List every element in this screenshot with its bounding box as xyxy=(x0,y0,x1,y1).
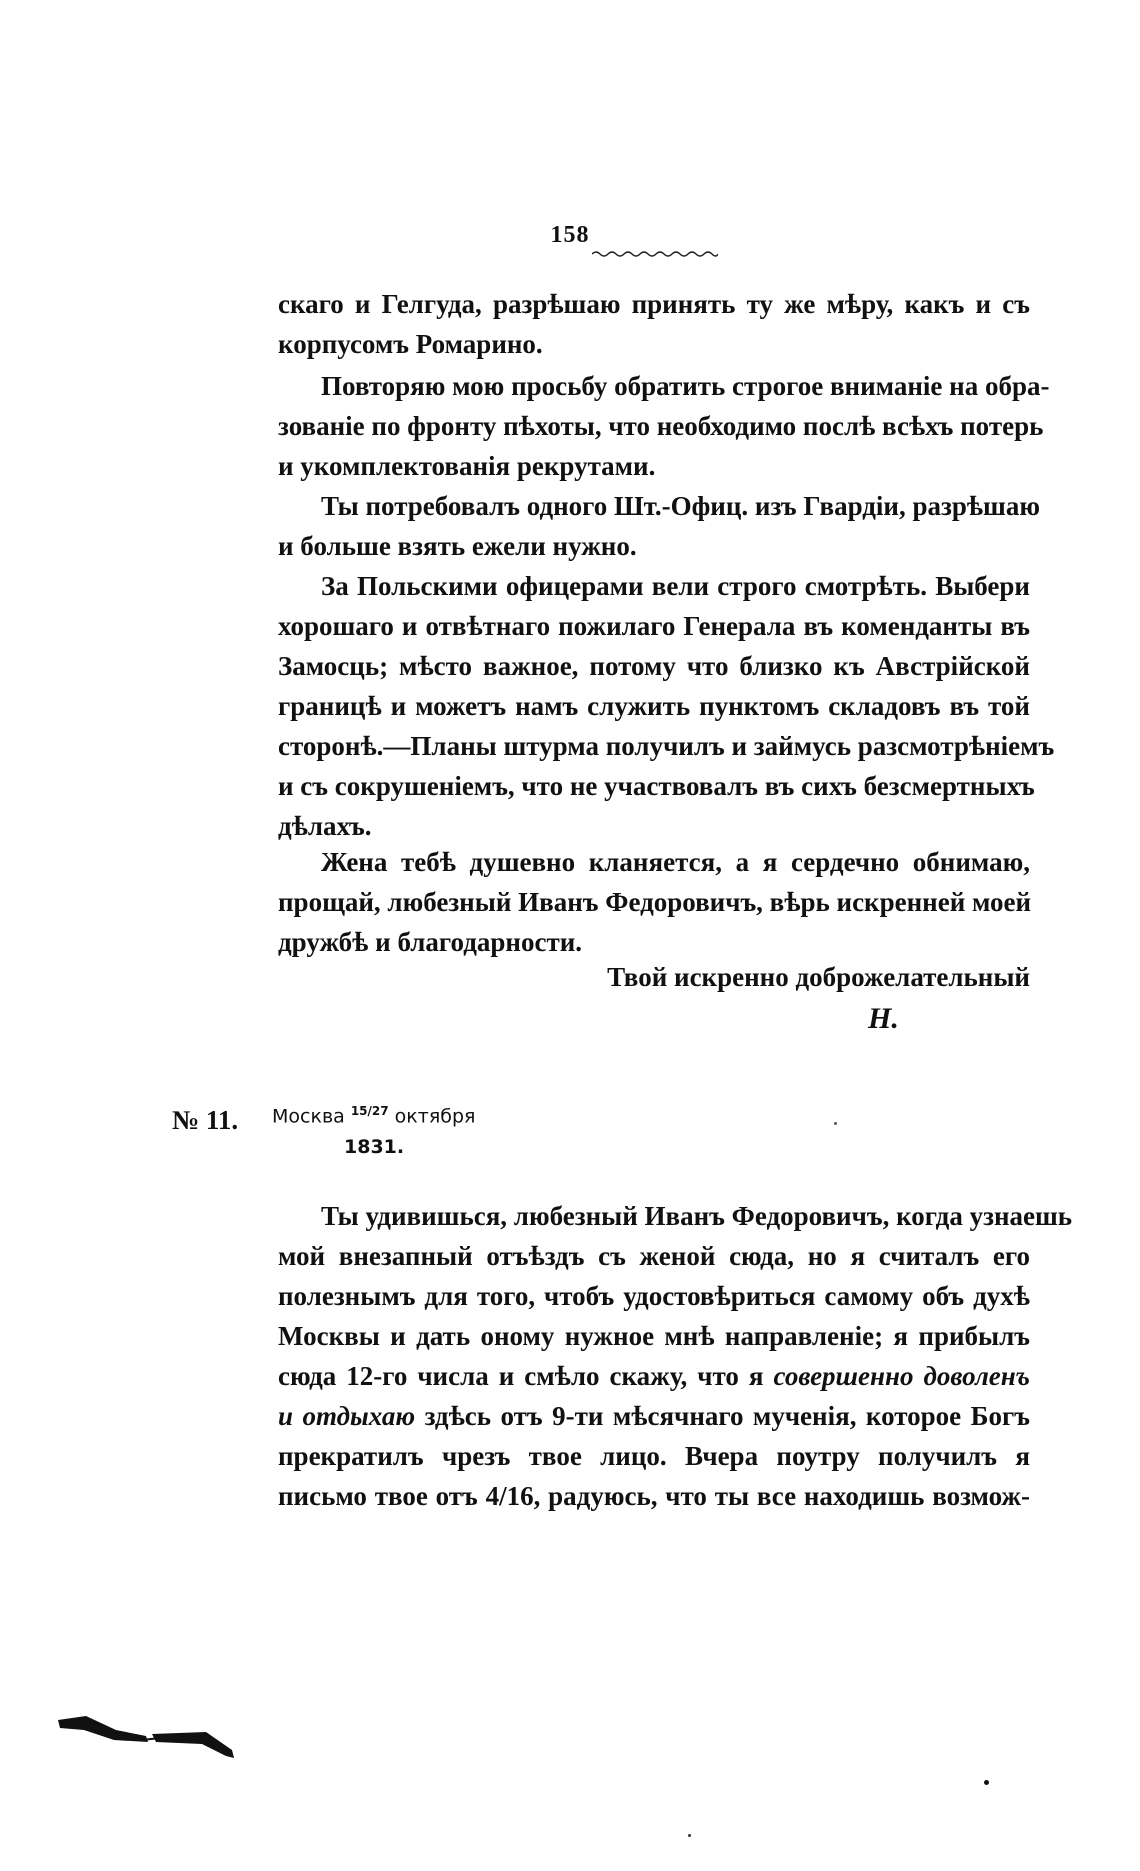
text-line: полезнымъ для того, чтобъ удостовѣриться самому объ духѣ xyxy=(278,1281,1030,1311)
italic-emphasis: и отдыхаю xyxy=(278,1401,416,1431)
italic-emphasis: совершенно доволенъ xyxy=(773,1361,1031,1391)
page-number: 158 xyxy=(550,222,590,248)
closing-line: Твой искренно доброжелательный xyxy=(607,962,1030,992)
paragraph-3 xyxy=(278,486,1040,566)
text-line: прекратилъ чрезъ твое лицо. Вчера поутру получилъ я xyxy=(278,1441,1030,1471)
text-line: дружбѣ и благодарности. xyxy=(278,927,583,957)
paragraph-1 xyxy=(278,284,1030,364)
text-line: границѣ и можетъ намъ служить пунктомъ складовъ въ той xyxy=(278,691,1030,721)
text-line: Повторяю мою просьбу обратить строгое вниманіе на обра- xyxy=(321,371,1050,401)
text-line: сюда 12-го числа и смѣло скажу, что я совершенно доволенъ xyxy=(278,1361,1031,1391)
letter-month: октября xyxy=(394,1105,476,1128)
text-line: скаго и Гелгуда, разрѣшаю принять ту же мѣру, какъ и съ xyxy=(278,289,1030,319)
text-line: корпусомъ Ромарино. xyxy=(278,329,543,359)
text-line: и больше взять ежели нужно. xyxy=(278,531,637,561)
paragraph-4 xyxy=(278,566,1055,846)
text-line: Замосць; мѣсто важное, потому что близко къ Австрійской xyxy=(278,651,1030,681)
text-line: и укомплектованія рекрутами. xyxy=(278,451,656,481)
scan-smudge-mark xyxy=(56,1700,236,1760)
text-line: дѣлахъ. xyxy=(278,811,372,841)
paragraph-2 xyxy=(278,366,1050,486)
text-line: Ты удивишься, любезный Иванъ Федоровичъ, когда узнаешь xyxy=(321,1201,1073,1231)
text-line: хорошаго и отвѣтнаго пожилаго Генерала въ коменданты въ xyxy=(278,611,1030,641)
text-line: Ты потребовалъ одного Шт.-Офиц. изъ Гвардіи, разрѣшаю xyxy=(321,491,1040,521)
letter-year: 1831. xyxy=(344,1136,405,1158)
text-line: сторонѣ.—Планы штурма получилъ и займусь разсмотрѣніемъ xyxy=(278,731,1055,761)
letter-number: № 11. xyxy=(172,1105,239,1135)
text-line: Жена тебѣ душевно кланяется, а я сердечно обнимаю, xyxy=(321,847,1030,877)
text-line: письмо твое отъ 4/16, радуюсь, что ты все находишь возмож- xyxy=(278,1481,1030,1511)
letter-place-date xyxy=(272,1104,475,1127)
letter-date-fraction: 15/27 xyxy=(350,1104,389,1118)
letter-place: Москва xyxy=(272,1105,345,1128)
text-line: зованіе по фронту пѣхоты, что необходимо послѣ всѣхъ потерь xyxy=(278,411,1044,441)
scan-dot xyxy=(984,1780,989,1785)
letter-11-body xyxy=(278,1196,1073,1516)
scan-dot xyxy=(688,1834,691,1837)
page-number-wavy-rule xyxy=(592,250,718,258)
paragraph-5 xyxy=(278,842,1030,962)
text-line: и отдыхаю здѣсь отъ 9-ти мѣсячнаго мученія, которое Богъ xyxy=(278,1401,1030,1431)
text-line: прощай, любезный Иванъ Федоровичъ, вѣрь искренней моей xyxy=(278,887,1032,917)
text-line: За Польскими офицерами вели строго смотрѣть. Выбери xyxy=(321,571,1030,601)
scan-dot xyxy=(834,1122,837,1125)
text-line: мой внезапный отъѣздъ съ женой сюда, но я считалъ его xyxy=(278,1241,1030,1271)
text-line: и съ сокрушеніемъ, что не участвовалъ въ сихъ безсмертныхъ xyxy=(278,771,1035,801)
signature-initial: Н. xyxy=(868,1002,899,1035)
text-line: Москвы и дать оному нужное мнѣ направленіе; я прибылъ xyxy=(278,1321,1030,1351)
